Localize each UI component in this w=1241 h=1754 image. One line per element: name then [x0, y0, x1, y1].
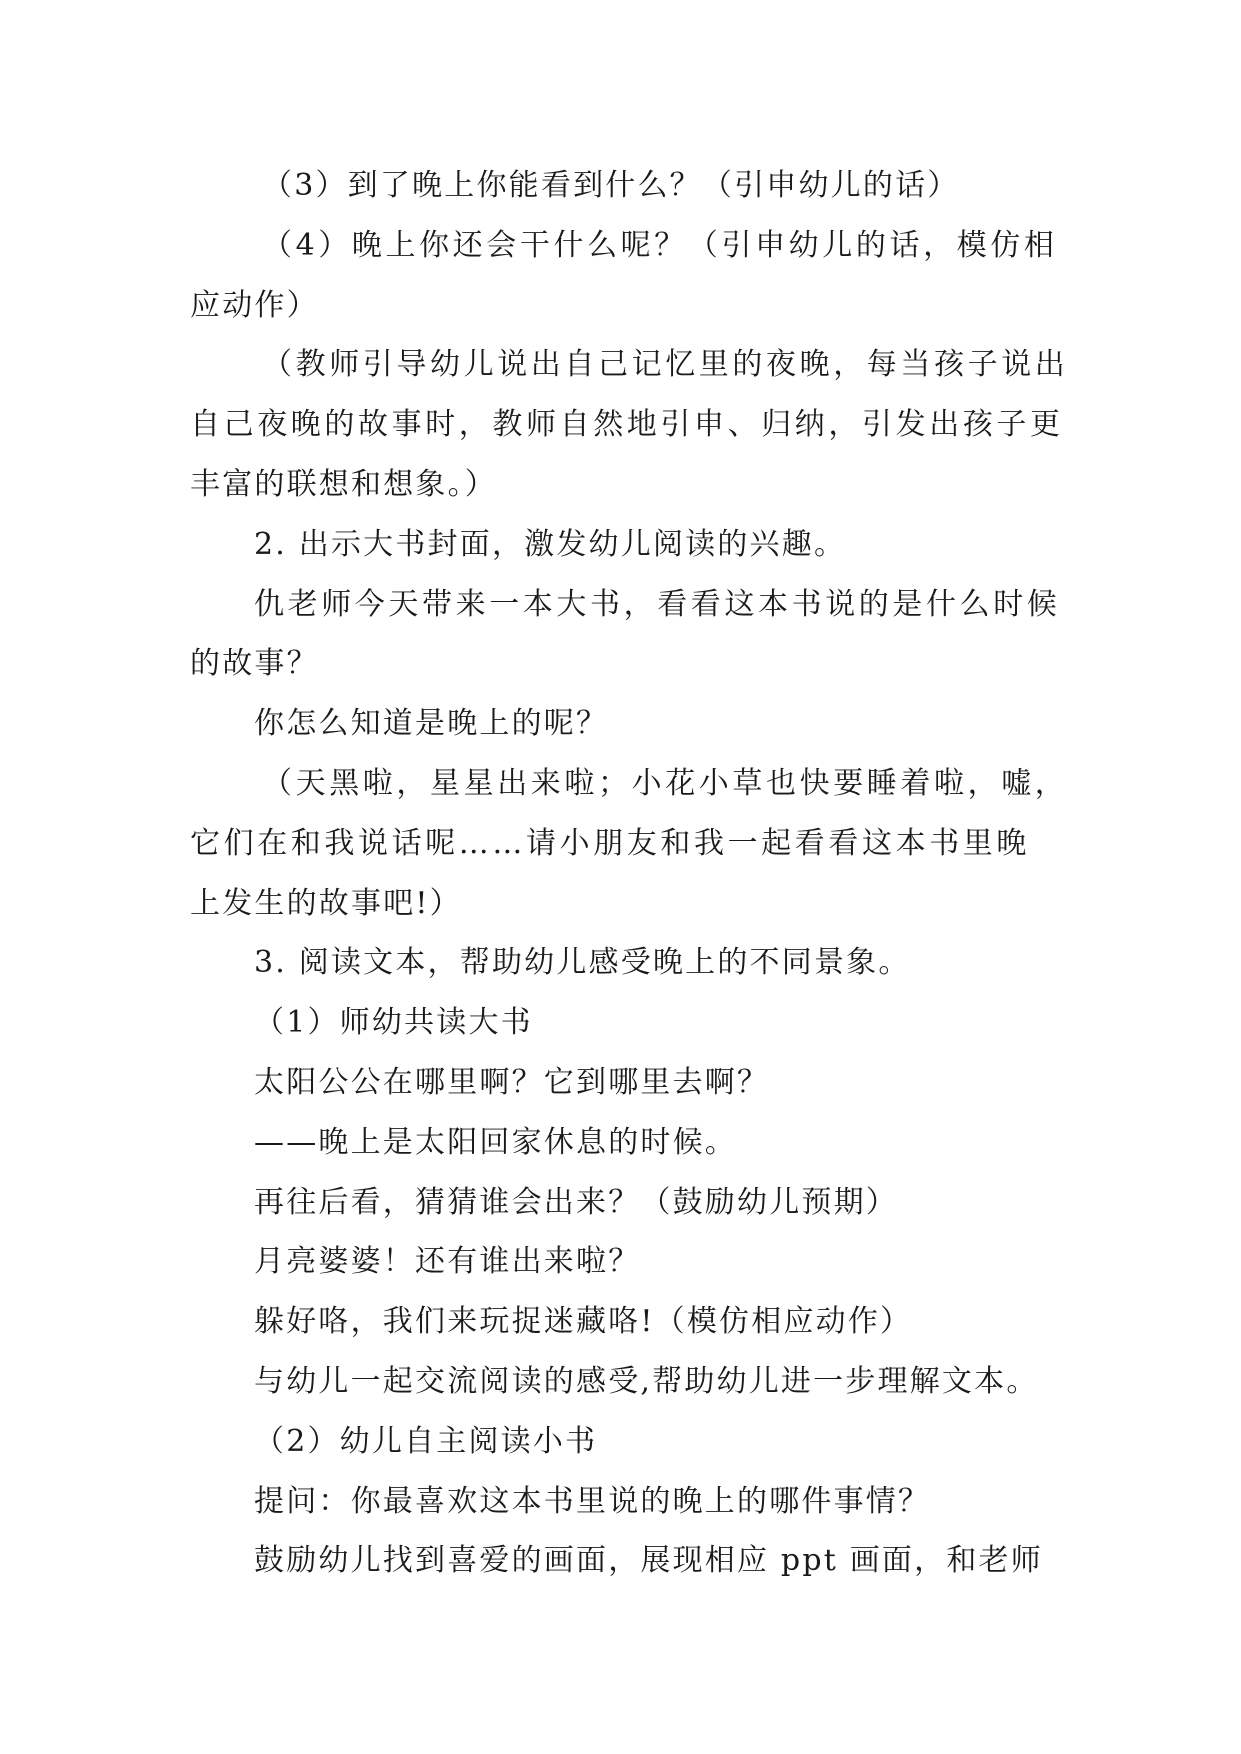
text-line: （1）师幼共读大书: [254, 1005, 533, 1041]
text-line: 丰富的联想和想象。）: [190, 466, 497, 502]
text-line: 鼓励幼儿找到喜爱的画面，展现相应 ppt 画面，和老师: [254, 1543, 1043, 1579]
text-line: 应动作）: [190, 287, 319, 323]
text-line: 仇老师今天带来一本大书，看看这本书说的是什么时候: [254, 586, 1061, 622]
text-line: 2. 出示大书封面，激发幼儿阅读的兴趣。: [254, 526, 847, 562]
text-line: 太阳公公在哪里啊？它到哪里去啊？: [254, 1064, 770, 1100]
text-line: 与幼儿一起交流阅读的感受,帮助幼儿进一步理解文本。: [254, 1363, 1039, 1399]
text-line: （4）晚上你还会干什么呢？（引申幼儿的话，模仿相: [262, 227, 1058, 263]
text-line: 的故事？: [190, 646, 319, 682]
text-line: 上发生的故事吧!）: [190, 885, 462, 921]
document-page: [190, 156, 1070, 1591]
text-line: ——晚上是太阳回家休息的时候。: [254, 1124, 737, 1160]
text-line: （3）到了晚上你能看到什么？（引申幼儿的话）: [262, 168, 960, 203]
text-line: 自己夜晚的故事时，教师自然地引申、归纳，引发出孩子更: [190, 407, 1064, 443]
text-line: （教师引导幼儿说出自己记忆里的夜晚，每当孩子说出: [262, 347, 1069, 383]
text-line: 3. 阅读文本，帮助幼儿感受晚上的不同景象。: [254, 945, 911, 981]
text-line: （2）幼儿自主阅读小书: [254, 1423, 598, 1459]
text-line: 它们在和我说话呢……请小朋友和我一起看看这本书里晚: [190, 825, 1030, 861]
text-line: 躲好咯，我们来玩捉迷藏咯!（模仿相应动作）: [254, 1304, 913, 1340]
text-line: （天黑啦，星星出来啦；小花小草也快要睡着啦，嘘，: [262, 765, 1069, 801]
text-line: 月亮婆婆！还有谁出来啦？: [254, 1244, 641, 1280]
text-line: 再往后看，猜猜谁会出来？（鼓励幼儿预期）: [254, 1184, 898, 1220]
text-line: 你怎么知道是晚上的呢？: [254, 706, 609, 742]
text-line: 提问：你最喜欢这本书里说的晚上的哪件事情？: [254, 1483, 931, 1519]
